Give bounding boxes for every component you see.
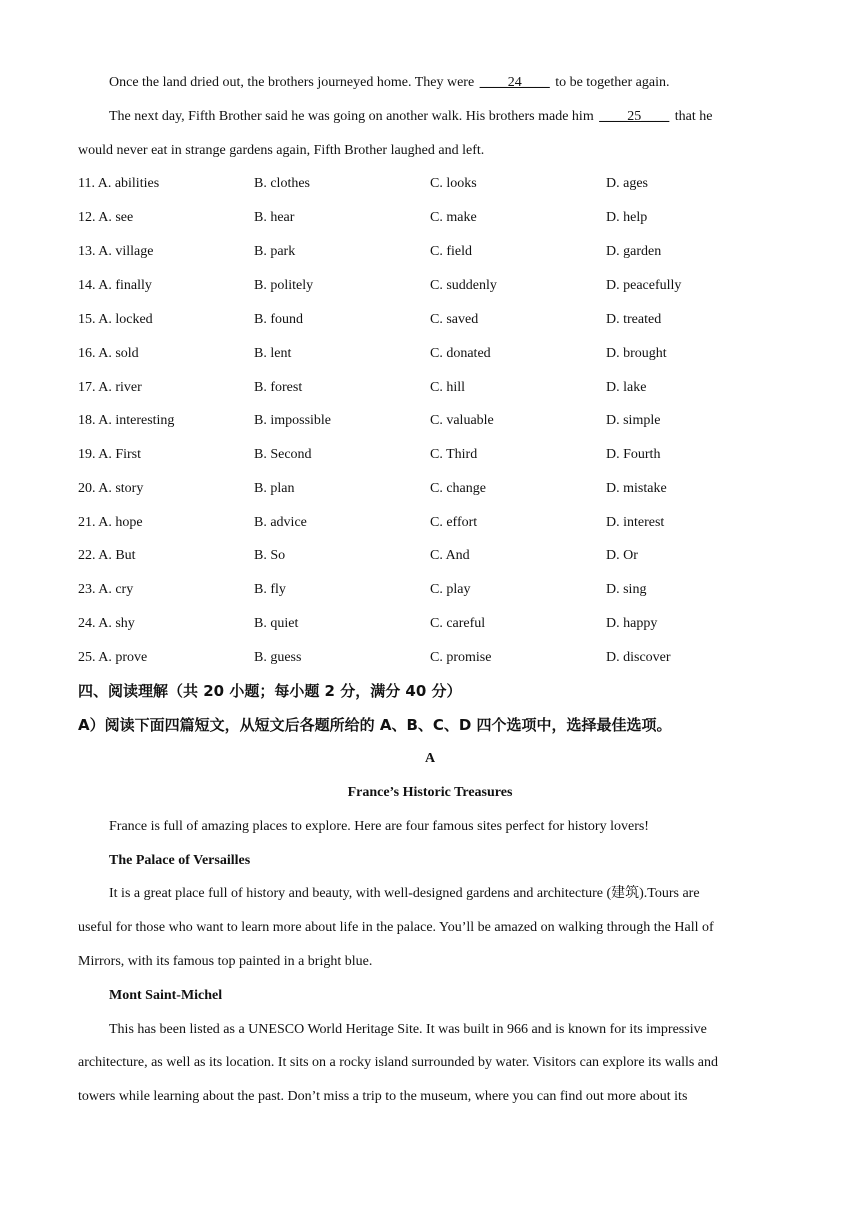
blank-24: ____24____ (479, 75, 550, 90)
option-a: 12. A. see (78, 210, 134, 225)
option-row (78, 310, 778, 330)
option-d: D. discover (606, 650, 671, 665)
option-a: 14. A. finally (78, 278, 152, 293)
option-b: B. hear (254, 210, 295, 225)
option-c: C. donated (430, 346, 491, 361)
option-a: 19. A. First (78, 447, 142, 462)
option-b: B. fly (254, 582, 286, 597)
option-d: D. happy (606, 616, 658, 631)
option-b: B. plan (254, 481, 295, 496)
option-c: C. change (430, 481, 486, 496)
option-d: D. simple (606, 413, 661, 428)
site2-line-3: towers while learning about the past. Don’t miss a trip to the museum, where you can find out more about its (78, 1089, 688, 1104)
option-d: D. garden (606, 244, 662, 259)
option-a: 21. A. hope (78, 515, 143, 530)
option-a: 25. A. prove (78, 650, 148, 665)
site-title-versailles: The Palace of Versailles (109, 853, 251, 868)
option-d: D. Fourth (606, 447, 661, 462)
option-row (78, 276, 778, 296)
option-a: 18. A. interesting (78, 413, 175, 428)
option-c: C. Third (430, 447, 478, 462)
option-b: B. park (254, 244, 296, 259)
option-c: C. make (430, 210, 477, 225)
option-a: 17. A. river (78, 380, 142, 395)
option-d: D. help (606, 210, 648, 225)
option-c: C. effort (430, 515, 478, 530)
site2-line-1: This has been listed as a UNESCO World Heritage Site. It was built in 966 and is known for its impressive (109, 1022, 707, 1037)
option-a: 24. A. shy (78, 616, 135, 631)
option-b: B. forest (254, 380, 303, 395)
site1-line-3: Mirrors, with its famous top painted in a bright blue. (78, 954, 373, 969)
passage-letter: A (424, 751, 436, 766)
text: to be together again. (551, 75, 670, 90)
option-b: B. politely (254, 278, 314, 293)
option-c: C. field (430, 244, 472, 259)
option-d: D. sing (606, 582, 647, 597)
option-row (78, 614, 778, 634)
blank-25: ____25____ (599, 109, 670, 124)
option-row (78, 174, 778, 194)
option-d: D. lake (606, 380, 647, 395)
passage-line-2 (109, 107, 809, 127)
passage-line-1 (109, 73, 809, 93)
text: Once the land dried out, the brothers journeyed home. They were (109, 75, 478, 90)
option-d: D. peacefully (606, 278, 682, 293)
option-b: B. clothes (254, 176, 310, 191)
option-b: B. Second (254, 447, 312, 462)
option-c: C. saved (430, 312, 479, 327)
option-b: B. lent (254, 346, 292, 361)
option-d: D. treated (606, 312, 662, 327)
option-c: C. promise (430, 650, 492, 665)
option-row (78, 513, 778, 533)
option-b: B. quiet (254, 616, 299, 631)
site1-line-2: useful for those who want to learn more about life in the palace. You’ll be amazed on walking through the Hall of (78, 920, 714, 935)
option-a: 23. A. cry (78, 582, 134, 597)
option-a: 15. A. locked (78, 312, 153, 327)
option-b: B. guess (254, 650, 302, 665)
option-c: C. hill (430, 380, 466, 395)
option-c: C. looks (430, 176, 477, 191)
option-b: B. impossible (254, 413, 332, 428)
option-row (78, 648, 778, 668)
option-d: D. interest (606, 515, 665, 530)
option-b: B. advice (254, 515, 307, 530)
option-b: B. found (254, 312, 303, 327)
option-c: C. And (430, 548, 470, 563)
option-row (78, 411, 778, 431)
option-row (78, 208, 778, 228)
option-c: C. suddenly (430, 278, 497, 293)
option-c: C. careful (430, 616, 486, 631)
option-row (78, 479, 778, 499)
site1-line-1: It is a great place full of history and beauty, with well-designed gardens and architecture (建筑).Tours are (109, 886, 700, 901)
option-d: D. ages (606, 176, 648, 191)
option-row (78, 546, 778, 566)
section-heading: 四、阅读理解（共 20 小题；每小题 2 分，满分 40 分） (78, 682, 462, 700)
option-a: 13. A. village (78, 244, 154, 259)
option-a: 22. A. But (78, 548, 136, 563)
option-d: D. Or (606, 548, 638, 563)
text: that he (671, 109, 713, 124)
option-row (78, 242, 778, 262)
passage-title: France’s Historic Treasures (347, 785, 513, 800)
option-d: D. brought (606, 346, 667, 361)
option-d: D. mistake (606, 481, 667, 496)
option-row (78, 344, 778, 364)
site-title-mont-saint-michel: Mont Saint-Michel (109, 988, 223, 1003)
passage-intro: France is full of amazing places to explore. Here are four famous sites perfect for history lovers! (109, 819, 649, 834)
passage-line-3: would never eat in strange gardens again, Fifth Brother laughed and left. (78, 143, 485, 158)
text: The next day, Fifth Brother said he was going on another walk. His brothers made him (109, 109, 598, 124)
option-row (78, 378, 778, 398)
option-a: 16. A. sold (78, 346, 139, 361)
option-c: C. play (430, 582, 471, 597)
site2-line-2: architecture, as well as its location. It sits on a rocky island surrounded by water. Visitors can explore its walls and (78, 1055, 719, 1070)
option-row (78, 580, 778, 600)
option-a: 11. A. abilities (78, 176, 160, 191)
section-instruction: A）阅读下面四篇短文，从短文后各题所给的 A、B、C、D 四个选项中，选择最佳选项。 (78, 716, 672, 734)
option-row (78, 445, 778, 465)
option-c: C. valuable (430, 413, 494, 428)
option-b: B. So (254, 548, 286, 563)
option-a: 20. A. story (78, 481, 144, 496)
